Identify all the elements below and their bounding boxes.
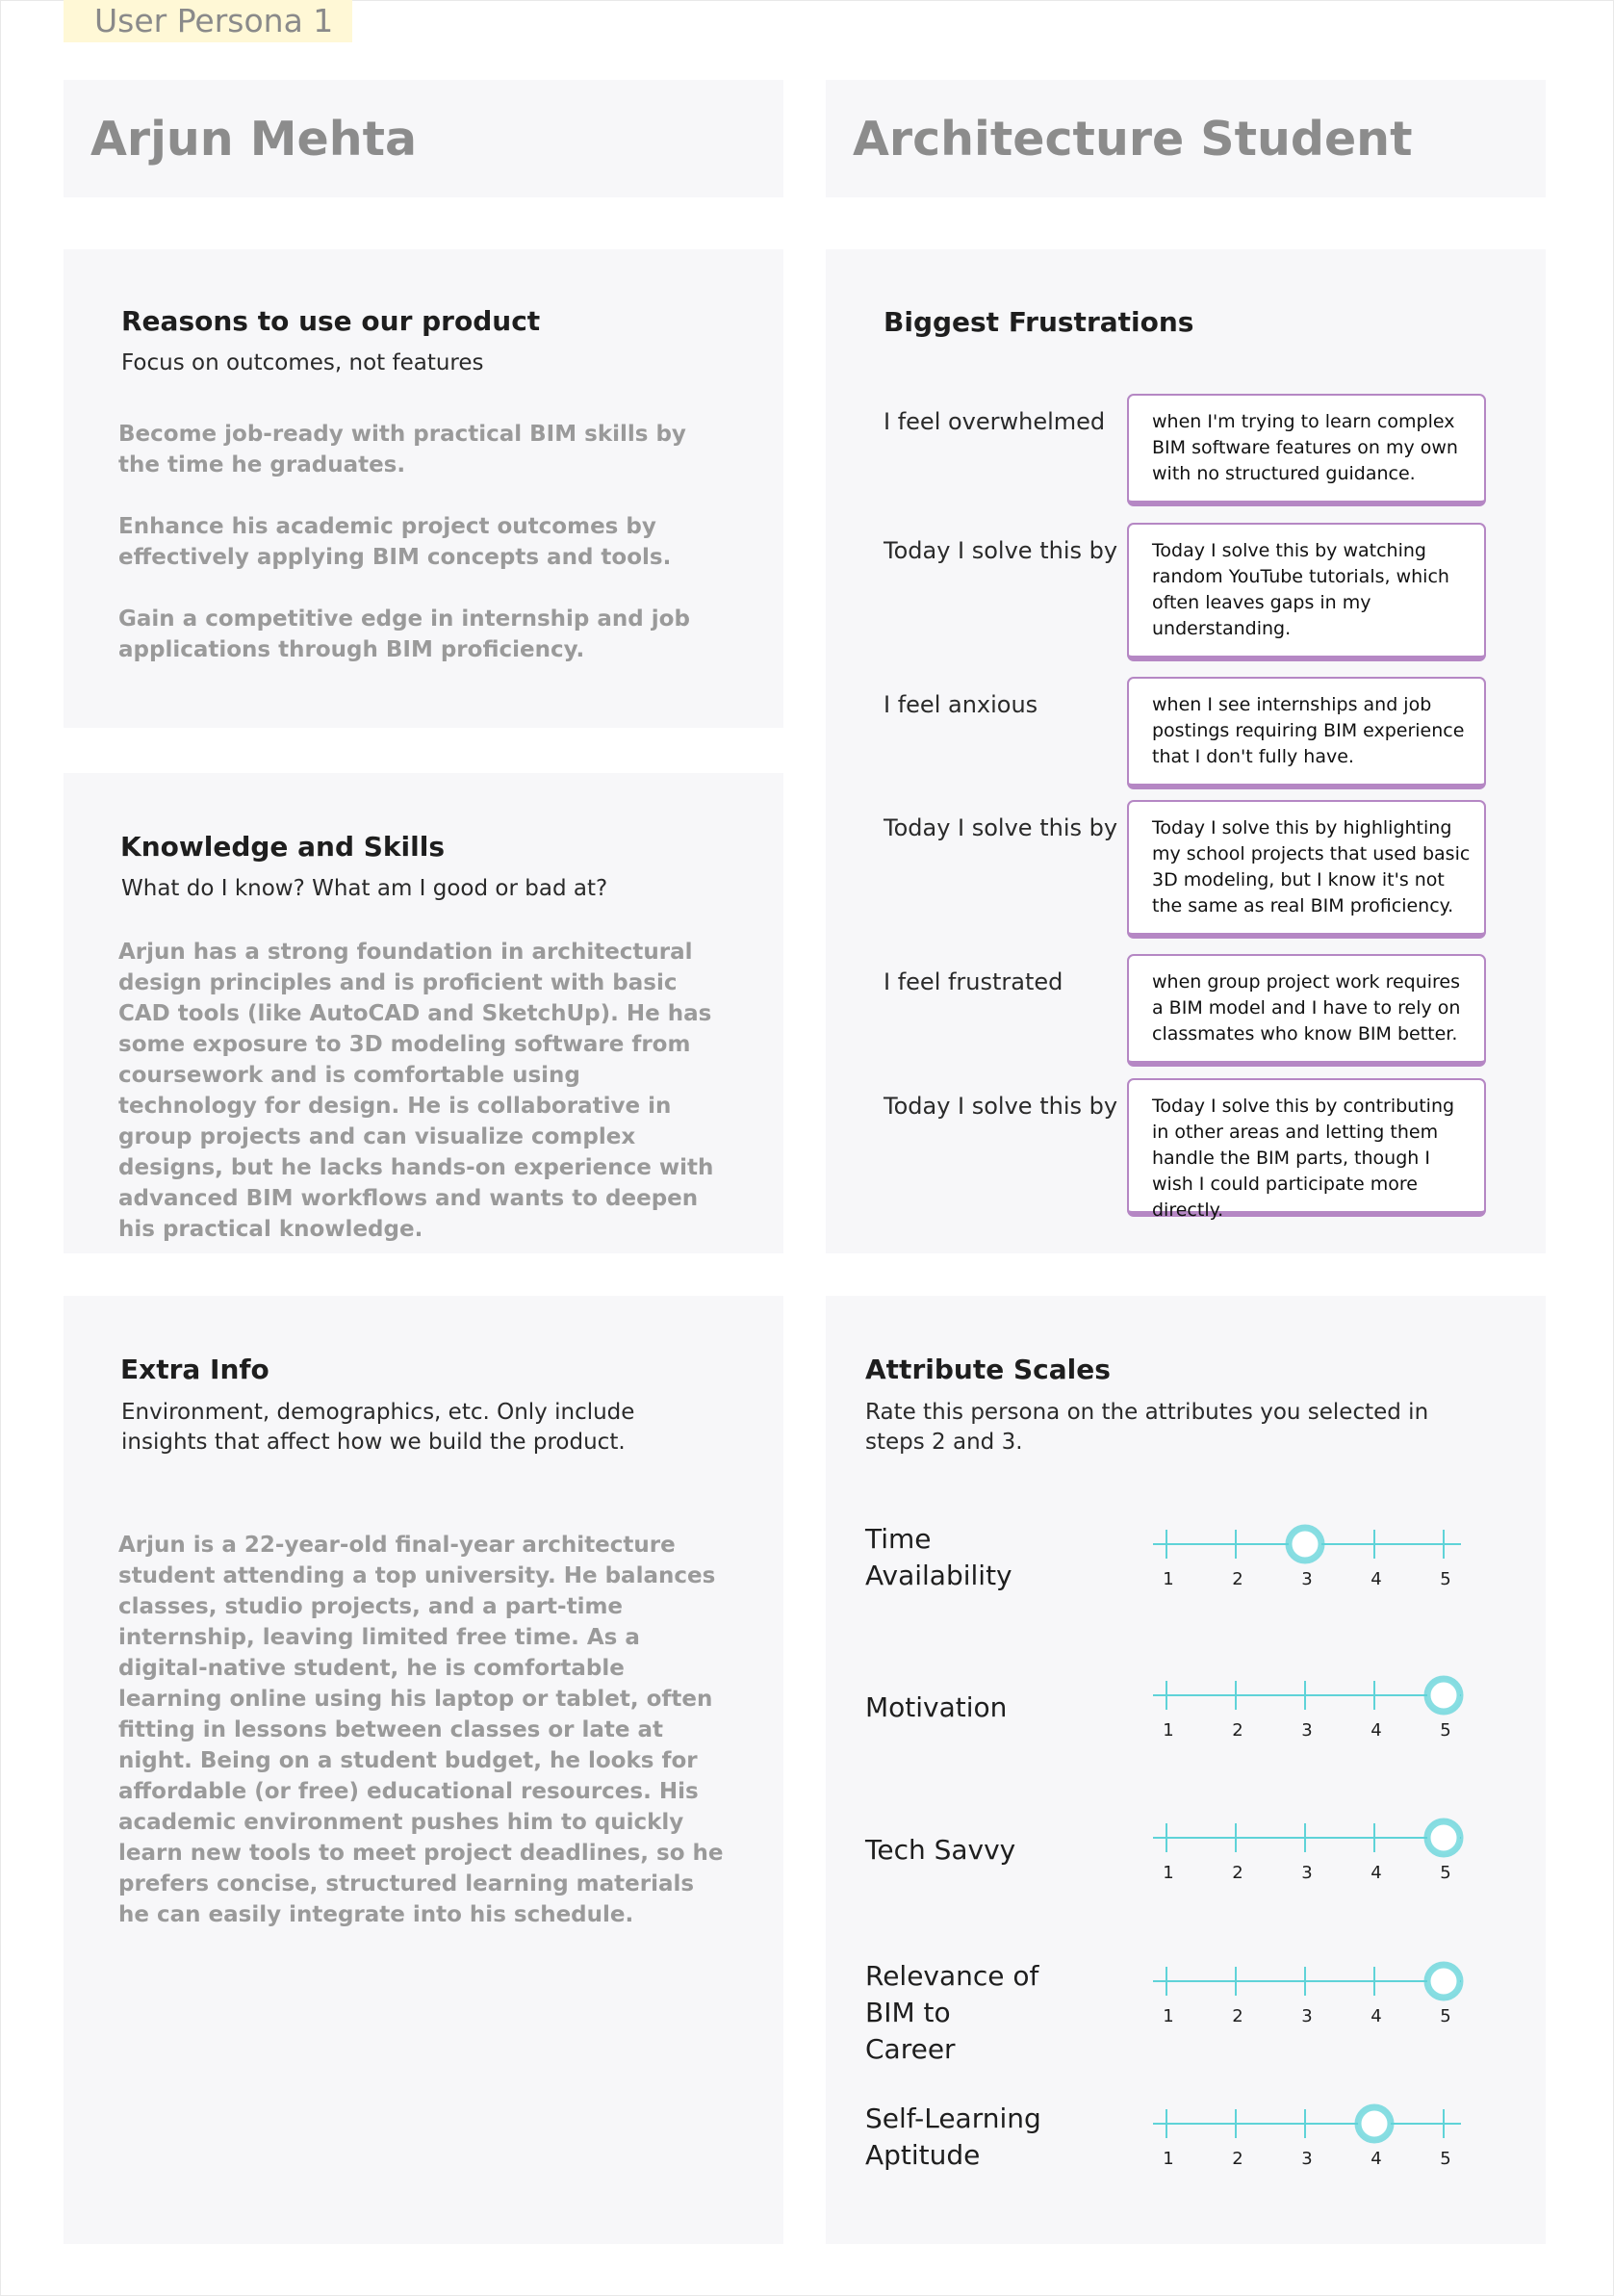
scale-tick-label: 5 [1440, 2149, 1451, 2169]
knowledge-title: Knowledge and Skills [120, 831, 446, 863]
scale-value-marker[interactable] [1289, 1528, 1321, 1561]
rating-scale[interactable] [1153, 1674, 1471, 1751]
scale-label: Self-Learning Aptitude [865, 2103, 1041, 2171]
frustration-label: I feel frustrated [884, 968, 1063, 995]
frustration-label: Today I solve this by [884, 537, 1118, 564]
rating-scale[interactable] [1153, 2103, 1471, 2180]
scale-label: Tech Savvy [865, 1834, 1016, 1866]
scale-tick-label: 4 [1371, 2006, 1382, 2026]
scale-tick-label: 4 [1371, 1720, 1382, 1741]
extra-info-title: Extra Info [120, 1354, 269, 1385]
persona-name: Arjun Mehta [90, 111, 418, 167]
rating-scale[interactable] [1153, 1960, 1471, 2037]
frustration-box: when I see internships and job postings requiring BIM experience that I don't fully have. [1127, 677, 1486, 789]
persona-role: Architecture Student [853, 111, 1413, 167]
extra-info-body: Arjun is a 22-year-old final-year architecture student attending a top university. He balances classes, studio projects, and a part-time internship, leaving limited free time. As a digital-native student, he is comfortable learning online using his laptop or tablet, often fitting in lessons between classes or late at night. Being on a student budget, he looks for affordable (or free) educational resources. His academic environment pushes him to quickly learn new tools to meet project deadlines, so he prefers concise, structured learning materials he can easily integrate into his schedule. [118, 1533, 724, 1927]
extra-info-subtitle: Environment, demographics, etc. Only include insights that affect how we build the product. [121, 1400, 635, 1455]
scale-tick-label: 4 [1371, 1863, 1382, 1883]
scale-tick-label: 3 [1301, 1569, 1313, 1589]
frustration-box: when group project work requires a BIM model and I have to rely on classmates who know BIM better. [1127, 954, 1486, 1067]
frustration-label: Today I solve this by [884, 1093, 1118, 1120]
persona-role-card [826, 80, 1546, 197]
knowledge-card [64, 773, 783, 1253]
reasons-card [64, 249, 783, 728]
scale-tick-label: 1 [1163, 2149, 1174, 2169]
scales-title: Attribute Scales [865, 1354, 1111, 1385]
scale-tick-label: 2 [1232, 1569, 1243, 1589]
scale-tick-label: 5 [1440, 1720, 1451, 1741]
scale-label: Time Availability [865, 1523, 1012, 1591]
scale-tick-label: 5 [1440, 1569, 1451, 1589]
attribute-scales-card [826, 1296, 1546, 2244]
scale-tick-label: 2 [1232, 2006, 1243, 2026]
scale-tick-label: 1 [1163, 1863, 1174, 1883]
frustration-box: Today I solve this by highlighting my school projects that used basic 3D modeling, but I know it's not the same as real BIM proficiency. [1127, 800, 1486, 939]
scale-value-marker[interactable] [1427, 1679, 1460, 1712]
scale-label: Relevance of BIM to Career [865, 1960, 1039, 2065]
frustrations-card [826, 249, 1546, 1253]
reason-item: Enhance his academic project outcomes by effectively applying BIM concepts and tools. [118, 514, 672, 570]
reason-item: Become job-ready with practical BIM skills by the time he graduates. [118, 422, 686, 477]
scale-tick-label: 2 [1232, 1720, 1243, 1741]
persona-name-card [64, 80, 783, 197]
reasons-title: Reasons to use our product [121, 305, 541, 337]
knowledge-body: Arjun has a strong foundation in architectural design principles and is proficient with basic CAD tools (like AutoCAD and SketchUp). He has some exposure to 3D modeling software from coursework and is comfortable using technology for design. He is collaborative in group projects and can visualize complex designs, but he lacks hands-on experience with advanced BIM workflows and wants to deepen his practical knowledge. [118, 940, 714, 1242]
scale-tick-label: 4 [1371, 2149, 1382, 2169]
scale-label: Motivation [865, 1691, 1008, 1723]
scale-tick-label: 3 [1301, 2006, 1313, 2026]
frustration-box: when I'm trying to learn complex BIM software features on my own with no structured guidance. [1127, 394, 1486, 506]
reasons-subtitle: Focus on outcomes, not features [121, 350, 484, 375]
scale-tick-label: 5 [1440, 1863, 1451, 1883]
frustration-box: Today I solve this by watching random YouTube tutorials, which often leaves gaps in my understanding. [1127, 523, 1486, 661]
scale-tick-label: 3 [1301, 1863, 1313, 1883]
scale-value-marker[interactable] [1358, 2107, 1391, 2140]
rating-scale[interactable] [1153, 1817, 1471, 1894]
scale-tick-label: 1 [1163, 1720, 1174, 1741]
reason-item: Gain a competitive edge in internship and job applications through BIM proficiency. [118, 606, 690, 662]
knowledge-subtitle: What do I know? What am I good or bad at? [121, 876, 608, 901]
scales-subtitle: Rate this persona on the attributes you selected in steps 2 and 3. [865, 1400, 1429, 1455]
frustration-label: I feel anxious [884, 691, 1038, 718]
scale-tick-label: 2 [1232, 2149, 1243, 2169]
scale-value-marker[interactable] [1427, 1821, 1460, 1854]
frustration-box: Today I solve this by contributing in other areas and letting them handle the BIM parts, though I wish I could participate more directly. [1127, 1078, 1486, 1217]
frustrations-title: Biggest Frustrations [884, 306, 1194, 338]
scale-tick-label: 2 [1232, 1863, 1243, 1883]
scale-tick-label: 5 [1440, 2006, 1451, 2026]
persona-tag: User Persona 1 [64, 0, 352, 42]
scale-tick-label: 1 [1163, 2006, 1174, 2026]
scale-tick-label: 3 [1301, 2149, 1313, 2169]
rating-scale[interactable] [1153, 1523, 1471, 1600]
scale-tick-label: 4 [1371, 1569, 1382, 1589]
frustration-label: Today I solve this by [884, 814, 1118, 841]
frustration-label: I feel overwhelmed [884, 408, 1106, 435]
scale-value-marker[interactable] [1427, 1965, 1460, 1998]
scale-tick-label: 3 [1301, 1720, 1313, 1741]
scale-tick-label: 1 [1163, 1569, 1174, 1589]
extra-info-card [64, 1296, 783, 2244]
